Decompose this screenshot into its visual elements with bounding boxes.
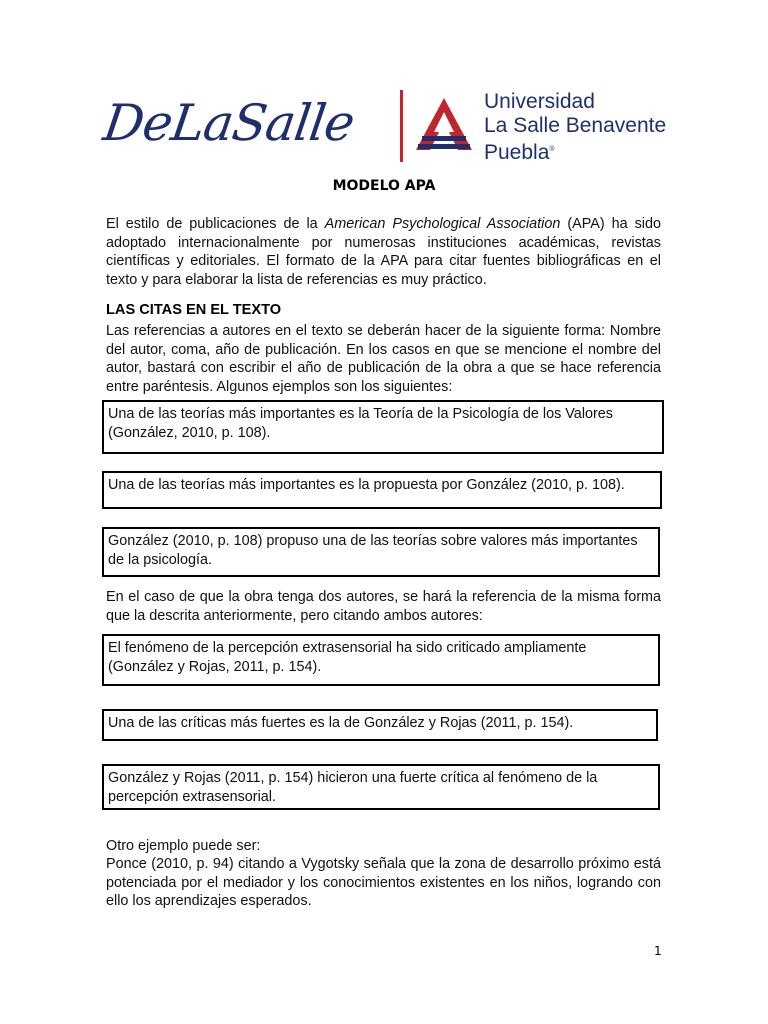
registered-mark: ® (549, 146, 555, 153)
intro-text-1: El estilo de publicaciones de la (106, 216, 325, 232)
page-number: 1 (654, 944, 662, 958)
example-box-1: Una de las teorías más importantes es la Teoría de la Psicología de los Valores (González, 2010, p. 108). (102, 400, 664, 454)
example-box-2: Una de las teorías más importantes es la propuesta por González (2010, p. 108). (102, 471, 662, 509)
example-box-6: González y Rojas (2011, p. 154) hicieron una fuerte crítica al fenómeno de la percepción extrasensorial. (102, 764, 660, 810)
document-header (99, 86, 684, 166)
intro-italic-text: American Psychological Association (324, 216, 561, 232)
section-paragraph: Las referencias a autores en el texto se deberán hacer de la siguiente forma: Nombre del autor, coma, año de publicación. En los casos en que se mencione el nombre del autor, bastará con escribir el año de publicación de la obra a que se hace referencia entre paréntesis. Algunos ejemplos son los siguientes: (106, 323, 661, 395)
university-line-1: Universidad (484, 90, 595, 113)
example-box-4: El fenómeno de la percepción extrasensorial ha sido criticado ampliamente (González y Rojas, 2011, p. 154). (102, 634, 660, 686)
example-box-5: Una de las críticas más fuertes es la de González y Rojas (2011, p. 154). (102, 709, 658, 741)
intro-text-2: (APA) ha sido adoptado internacionalmente por numerosas instituciones académicas, revistas científicas y editoriales. El formato de la APA para citar fuentes bibliográficas en el texto y para elaborar la lista de referencias es muy práctico. (106, 216, 661, 288)
university-name (484, 90, 666, 165)
university-line-2: La Salle Benavente (484, 114, 667, 137)
document-title: MODELO APA (332, 178, 436, 194)
la-salle-emblem-icon (414, 96, 474, 152)
delasalle-script-logo: DeLaSalle (99, 94, 358, 152)
section-heading: LAS CITAS EN EL TEXTO (106, 302, 282, 318)
example-box-3: González (2010, p. 108) propuso una de las teorías sobre valores más importantes de la psicología. (102, 527, 660, 577)
other-example-label: Otro ejemplo puede ser: (106, 838, 261, 854)
header-divider (400, 90, 403, 162)
intro-paragraph (106, 215, 661, 289)
other-example-paragraph: Ponce (2010, p. 94) citando a Vygotsky señala que la zona de desarrollo próximo está potenciada por el mediador y los conocimientos existentes en los niños, logrando con ello los aprendizajes esperados. (106, 856, 661, 910)
university-line-3: Puebla® (484, 141, 555, 164)
two-authors-paragraph: En el caso de que la obra tenga dos autores, se hará la referencia de la misma forma que la descrita anteriormente, pero citando ambos autores: (106, 589, 661, 624)
